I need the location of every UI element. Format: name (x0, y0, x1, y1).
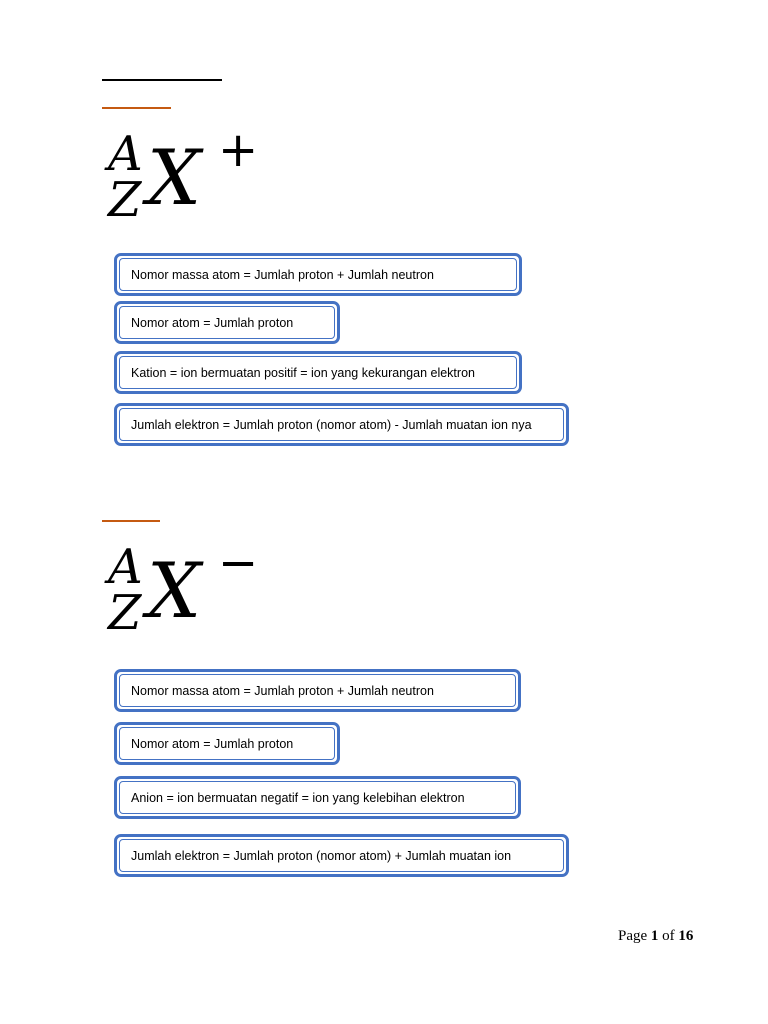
element-symbol: X (147, 546, 202, 635)
definition-text: Kation = ion bermuatan positif = ion yang kekurangan elektron (119, 356, 517, 389)
definition-box-atomic-number (114, 722, 340, 765)
definition-text: Jumlah elektron = Jumlah proton (nomor atom) + Jumlah muatan ion (119, 839, 564, 872)
definition-box-electron-count (114, 834, 569, 877)
anion-formula (105, 535, 305, 653)
definition-box-cation (114, 351, 522, 394)
top-divider-orange (102, 107, 171, 109)
atomic-number: Z (108, 172, 142, 228)
page-number (618, 928, 693, 945)
mass-number: A (108, 126, 143, 182)
ion-charge: + (218, 122, 259, 178)
definition-text: Anion = ion bermuatan negatif = ion yang kelebihan elektron (119, 781, 516, 814)
definition-box-electron-count (114, 403, 569, 446)
top-divider-black (102, 79, 222, 81)
definition-text: Nomor massa atom = Jumlah proton + Jumlah neutron (119, 258, 517, 291)
definition-text: Nomor atom = Jumlah proton (119, 727, 335, 760)
definition-text: Nomor massa atom = Jumlah proton + Jumlah neutron (119, 674, 516, 707)
section-divider-orange (102, 520, 160, 522)
definition-box-mass-number (114, 669, 521, 712)
element-symbol: X (147, 133, 202, 222)
mass-number: A (108, 539, 143, 595)
cation-formula (105, 122, 305, 240)
of-word: of (662, 928, 675, 944)
definition-box-anion (114, 776, 521, 819)
total-pages: 16 (678, 928, 694, 944)
definition-box-atomic-number (114, 301, 340, 344)
atomic-number: Z (108, 585, 142, 641)
definition-text: Nomor atom = Jumlah proton (119, 306, 335, 339)
page-word: Page (618, 928, 648, 944)
current-page: 1 (650, 928, 659, 944)
definition-text: Jumlah elektron = Jumlah proton (nomor atom) - Jumlah muatan ion nya (119, 408, 564, 441)
ion-charge: − (218, 535, 259, 591)
definition-box-mass-number (114, 253, 522, 296)
